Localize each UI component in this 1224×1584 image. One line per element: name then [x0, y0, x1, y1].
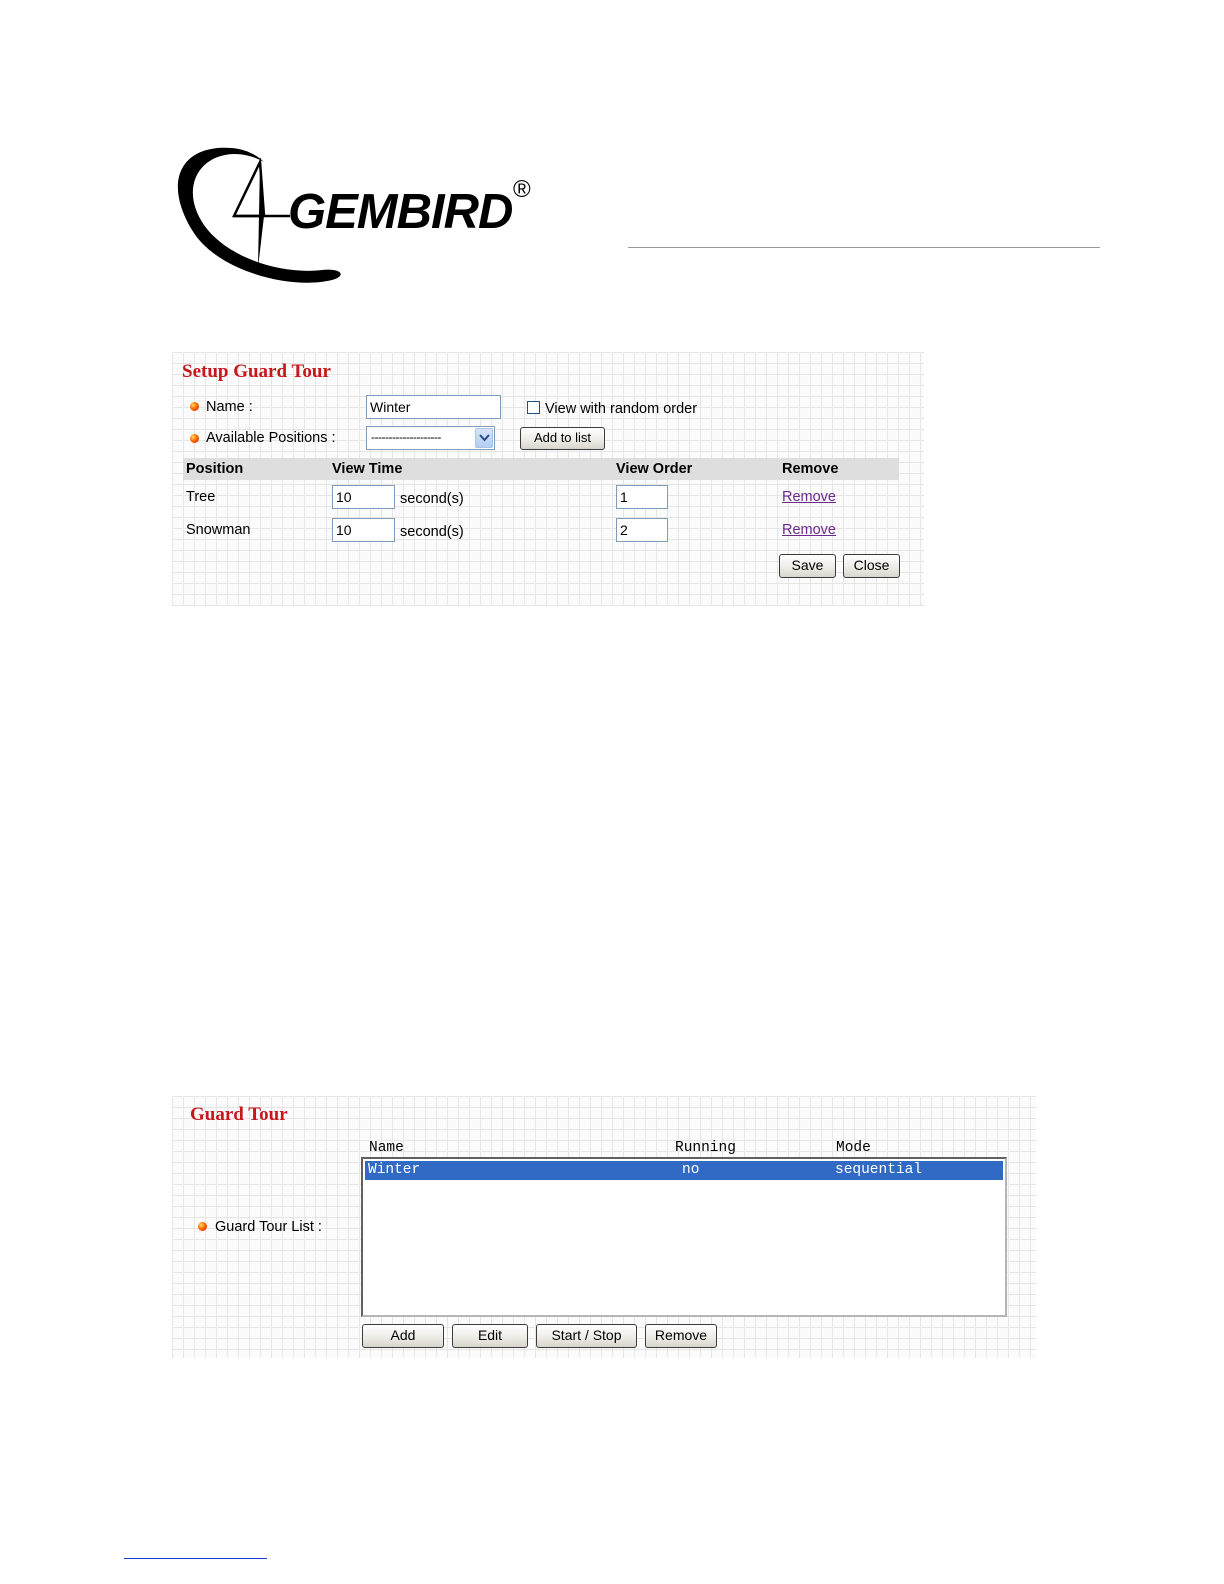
guard-tour-panel	[172, 1096, 1036, 1358]
position-name: Snowman	[186, 522, 251, 538]
random-order-label: View with random order	[545, 401, 698, 417]
guard-tour-list-label: Guard Tour List :	[215, 1219, 322, 1235]
start-stop-button[interactable]: Start / Stop	[536, 1324, 637, 1348]
view-time-input[interactable]	[332, 518, 395, 542]
tour-mode: sequential	[835, 1162, 923, 1178]
gembird-logo	[172, 140, 542, 290]
available-positions-select[interactable]	[366, 426, 495, 450]
tour-name: Winter	[368, 1162, 421, 1178]
setup-guard-tour-panel	[172, 352, 924, 606]
view-order-input[interactable]	[616, 518, 668, 542]
bullet-icon	[190, 402, 199, 411]
close-button[interactable]: Close	[843, 554, 900, 578]
bullet-icon	[190, 434, 199, 443]
remove-button[interactable]: Remove	[645, 1324, 717, 1348]
add-button[interactable]: Add	[362, 1324, 444, 1348]
registered-mark: ®	[513, 176, 531, 203]
list-item[interactable]	[365, 1161, 1003, 1180]
chevron-down-icon[interactable]	[475, 428, 493, 448]
edit-button[interactable]: Edit	[452, 1324, 528, 1348]
remove-link[interactable]: Remove	[782, 522, 836, 538]
column-header-view-order: View Order	[616, 461, 693, 477]
column-header-position: Position	[186, 461, 244, 477]
column-header-mode: Mode	[836, 1140, 871, 1156]
bullet-icon	[198, 1222, 207, 1231]
view-order-input[interactable]	[616, 485, 668, 509]
available-positions-label: Available Positions :	[206, 430, 336, 446]
seconds-label: second(s)	[400, 491, 464, 507]
remove-link[interactable]: Remove	[782, 489, 836, 505]
footer-link-underline	[124, 1558, 267, 1559]
logo-wordmark: GEMBIRD	[288, 185, 513, 239]
guard-tour-listbox[interactable]	[361, 1157, 1007, 1317]
name-label: Name :	[206, 399, 253, 415]
seconds-label: second(s)	[400, 524, 464, 540]
view-time-input[interactable]	[332, 485, 395, 509]
panel-title: Guard Tour	[190, 1104, 288, 1125]
position-name: Tree	[186, 489, 216, 505]
tour-running: no	[682, 1162, 700, 1178]
header-divider	[628, 247, 1100, 248]
panel-title: Setup Guard Tour	[182, 361, 331, 382]
random-order-checkbox[interactable]	[527, 401, 540, 414]
select-value: --------------------	[371, 430, 441, 444]
column-header-remove: Remove	[782, 461, 839, 477]
add-to-list-button[interactable]: Add to list	[520, 427, 605, 450]
save-button[interactable]: Save	[779, 554, 836, 578]
column-header-name: Name	[369, 1140, 404, 1156]
column-header-view-time: View Time	[332, 461, 403, 477]
column-header-running: Running	[675, 1140, 736, 1156]
name-input[interactable]	[366, 395, 501, 419]
